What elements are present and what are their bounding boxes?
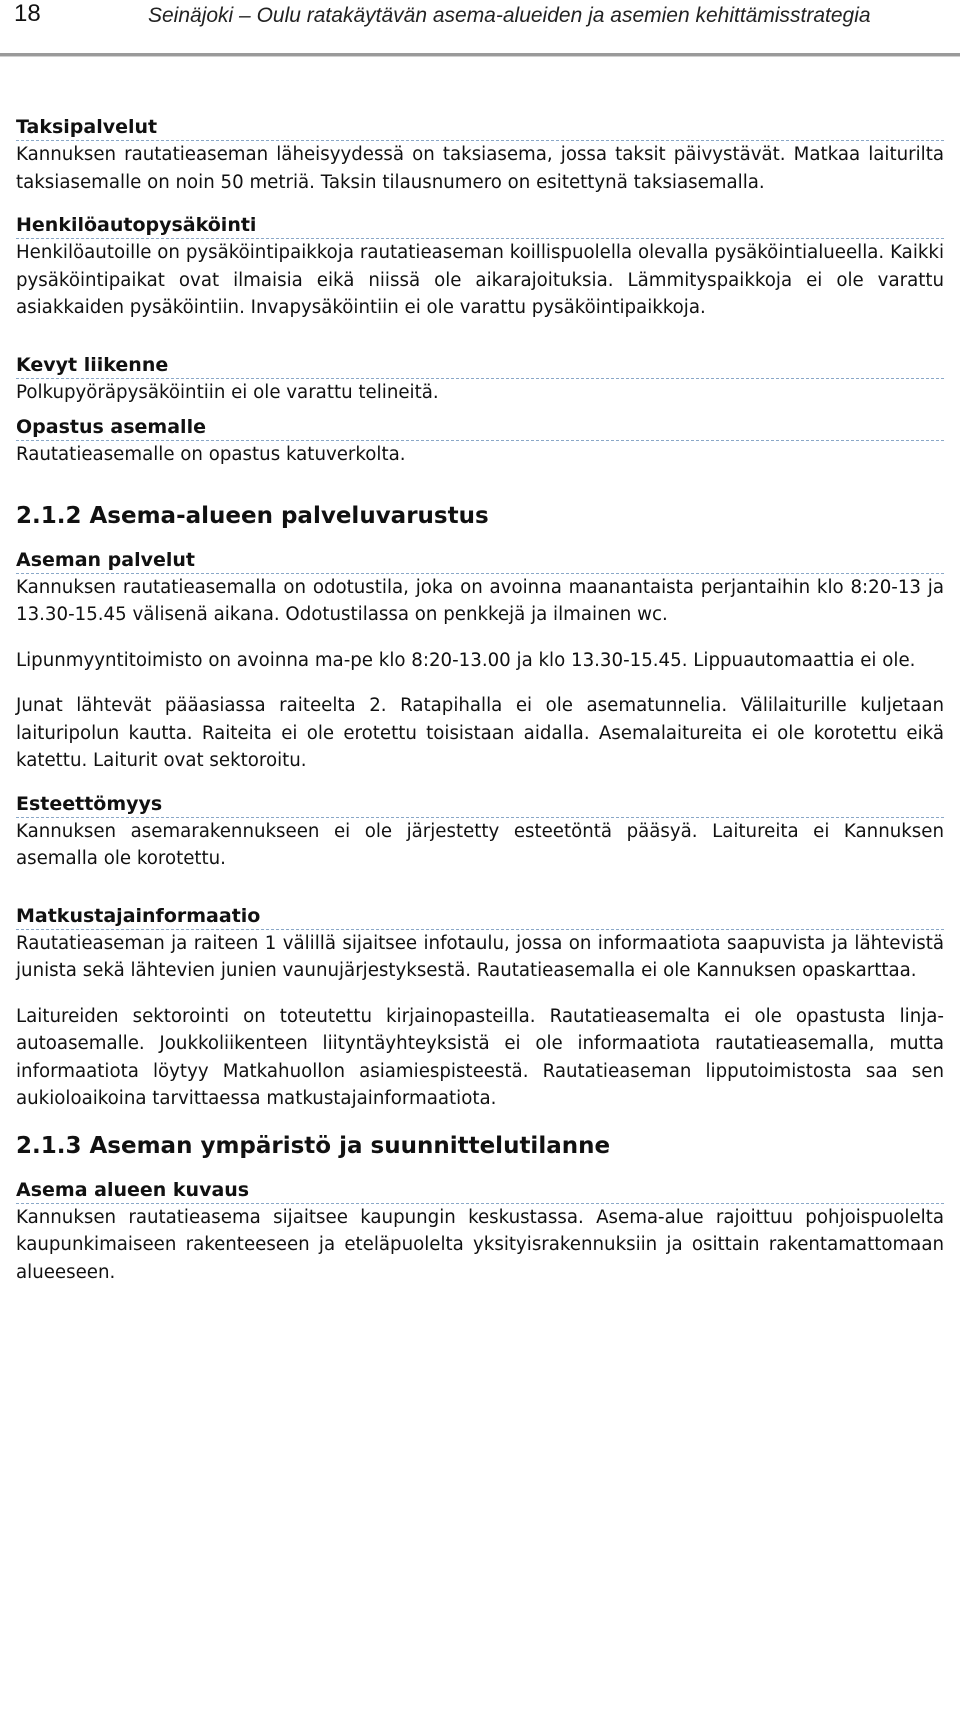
page-number: 18 [14,0,41,27]
paragraph-opastus-asemalle: Rautatieasemalle on opastus katuverkolta. [16,444,406,465]
page-header [0,0,960,58]
paragraph-aseman-palvelut-2: Lipunmyyntitoimisto on avoinna ma-pe klo 8:20-13.00 ja klo 13.30-15.45. Lippuautomaattia ei ole. [16,649,916,671]
paragraph-esteettomyys: Kannuksen asemarakennukseen ei ole järjestetty esteetöntä pääsyä. Laitureita ei Kannuksen asemalla ole korotettu. [16,820,944,869]
document-body [16,116,944,1286]
heading-asema-alueen-kuvaus: Asema alueen kuvaus [16,1179,944,1204]
paragraph-matkustajainformaatio-2: Laitureiden sektorointi on toteutettu kirjainopasteilla. Rautatieasemalta ei ole opastusta linja-autoasemalle. Joukkoliikenteen liityntäyhteyksistä ei ole informaatiota rautatieasemalla, mutta informaatiota löytyy Matkahuollon asiamiespisteestä. Rautatieaseman lipputoimistosta saa sen aukioloaikoina tarvittaessa matkustajainformaatiota. [16,1005,944,1109]
heading-matkustajainformaatio: Matkustajainformaatio [16,905,944,930]
paragraph-matkustajainformaatio-1: Rautatieaseman ja raiteen 1 välillä sijaitsee infotaulu, jossa on informaatiota saapuvista ja lähtevistä junista sekä lähtevien junien vaunujärjestyksestä. Rautatieasemalla ei ole Kannuksen opaskarttaa. [16,932,944,981]
paragraph-aseman-palvelut-1: Kannuksen rautatieasemalla on odotustila, joka on avoinna maanantaista perjantaihin klo 8:20-13 ja 13.30-15.45 välisenä aikana. Odotustilassa on penkkejä ja ilmainen wc. [16,576,944,625]
heading-henkiloautopysakointi: Henkilöautopysäköinti [16,214,944,239]
running-title: Seinäjoki – Oulu ratakäytävän asema-alueiden ja asemien kehittämisstrategia [148,4,871,27]
heading-taksipalvelut: Taksipalvelut [16,116,944,141]
heading-esteettomyys: Esteettömyys [16,793,944,818]
paragraph-aseman-palvelut-3: Junat lähtevät pääasiassa raiteelta 2. Ratapihalla ei ole asematunnelia. Välilaiturille kuljetaan laituripolun kautta. Raiteita ei ole erotettu toisistaan aidalla. Asemalaitureita ei ole korotettu eikä katettu. Laiturit ovat sektoroitu. [16,695,944,771]
paragraph-kevyt-liikenne: Polkupyöräpysäköintiin ei ole varattu telineitä. [16,381,439,403]
header-divider [0,53,960,57]
section-title-palveluvarustus: 2.1.2 Asema-alueen palveluvarustus [16,502,489,529]
heading-aseman-palvelut: Aseman palvelut [16,549,944,574]
heading-kevyt-liikenne: Kevyt liikenne [16,354,944,379]
paragraph-taksipalvelut: Kannuksen rautatieaseman läheisyydessä on taksiasema, jossa taksit päivystävät. Matkaa laiturilta taksiasemalle on noin 50 metriä. Taksin tilausnumero on esitettynä taksiasemalla. [16,144,944,193]
paragraph-henkiloautopysakointi: Henkilöautoille on pysäköintipaikkoja rautatieaseman koillispuolella olevalla pysäköintialueella. Kaikki pysäköintipaikat ovat ilmaisia eikä niissä ole aikarajoituksia. Lämmityspaikkoja ei ole varattu asiakkaiden pysäköintiin. Invapysäköintiin ei ole varattu pysäköintipaikkoja. [16,242,944,318]
paragraph-asema-alueen-kuvaus: Kannuksen rautatieasema sijaitsee kaupungin keskustassa. Asema-alue rajoittuu pohjoispuolelta kaupunkimaiseen rakenteeseen ja eteläpuolelta yksityisrakennuksiin ja osittain rakentamattomaan alueeseen. [16,1206,944,1283]
heading-opastus-asemalle: Opastus asemalle [16,416,944,441]
section-title-ymparisto: 2.1.3 Aseman ympäristö ja suunnittelutilanne [16,1132,611,1159]
